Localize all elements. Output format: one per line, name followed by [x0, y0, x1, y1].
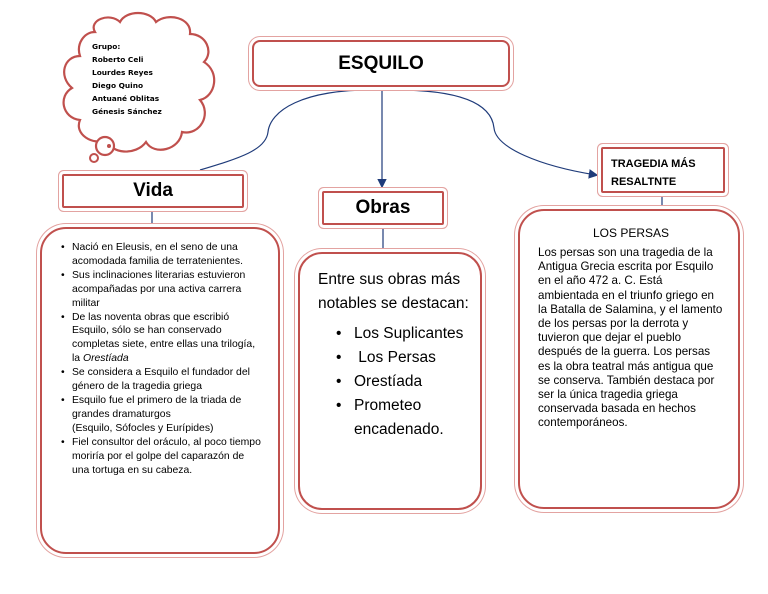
list-item: • Orestíada [354, 370, 470, 394]
group-member: Génesis Sánchez [92, 107, 162, 116]
list-item: • Esquilo fue el primero de la triada de grandes dramaturgos (Esquilo, Sófocles y Eurípides) [70, 394, 264, 436]
list-item: • Nació en Eleusis, en el seno de una acomodada familia de terratenientes. [70, 241, 264, 269]
vida-content-box [40, 227, 280, 554]
obras-list [318, 322, 470, 442]
connector-to-vida [200, 90, 382, 170]
list-item: • Fiel consultor del oráculo, al poco tiempo moriría por el golpe del caparazón de una tortuga en su cabeza. [70, 436, 264, 478]
node-tragedia [601, 147, 725, 193]
root-title: ESQUILO [338, 52, 424, 74]
obras-title: Obras [355, 197, 411, 218]
node-vida [62, 174, 244, 208]
node-obras [322, 191, 444, 225]
obras-intro: Entre sus obras más notables se destacan: [318, 271, 469, 312]
tragedia-title-line1: TRAGEDIA MÁS [611, 158, 696, 170]
list-item: • Prometeo encadenado. [354, 394, 470, 442]
connector-to-tragedia [382, 90, 596, 175]
vida-list [60, 241, 264, 477]
group-member: Diego Quino [92, 81, 144, 90]
group-member: Antuané Oblitas [92, 94, 160, 103]
group-member: Roberto Celi [92, 55, 144, 64]
list-item: • Sus inclinaciones literarias estuvieron acompañadas por una activa carrera militar [70, 269, 264, 311]
list-item: • De las noventa obras que escribió Esquilo, sólo se han conservado completas siete, entre ellas una trilogía, la Orestíada [70, 311, 264, 367]
list-item: • Los Suplicantes [354, 322, 470, 346]
obras-content-box [298, 252, 482, 510]
list-item: • Se considera a Esquilo el fundador del género de la tragedia griega [70, 366, 264, 394]
group-member: Lourdes Reyes [92, 68, 153, 77]
vida-title: Vida [133, 180, 173, 201]
tragedia-title-line2: RESALTNTE [611, 176, 677, 188]
persas-content-box [518, 209, 740, 509]
group-members [92, 40, 172, 118]
persas-description: Los persas son una tragedia de la Antigua Grecia escrita por Esquilo en el año 472 a. C. Está ambientada en el triunfo griego en la Batalla de Salamina, y el lamento de los persas por la derrota y tuvieron que dejar el pueblo después de la guerra. Los persas es la obra teatral más antigua que se conserva. También destaca por ser la única tragedia griega conservada basada en hechos contemporáneos. [538, 246, 723, 430]
orestiada-italic: Orestíada [82, 353, 129, 365]
root-node-esquilo [252, 40, 510, 87]
group-label: Grupo: [92, 42, 121, 51]
persas-subtitle: LOS PERSAS [592, 226, 670, 240]
list-item: • Los Persas [354, 346, 470, 370]
